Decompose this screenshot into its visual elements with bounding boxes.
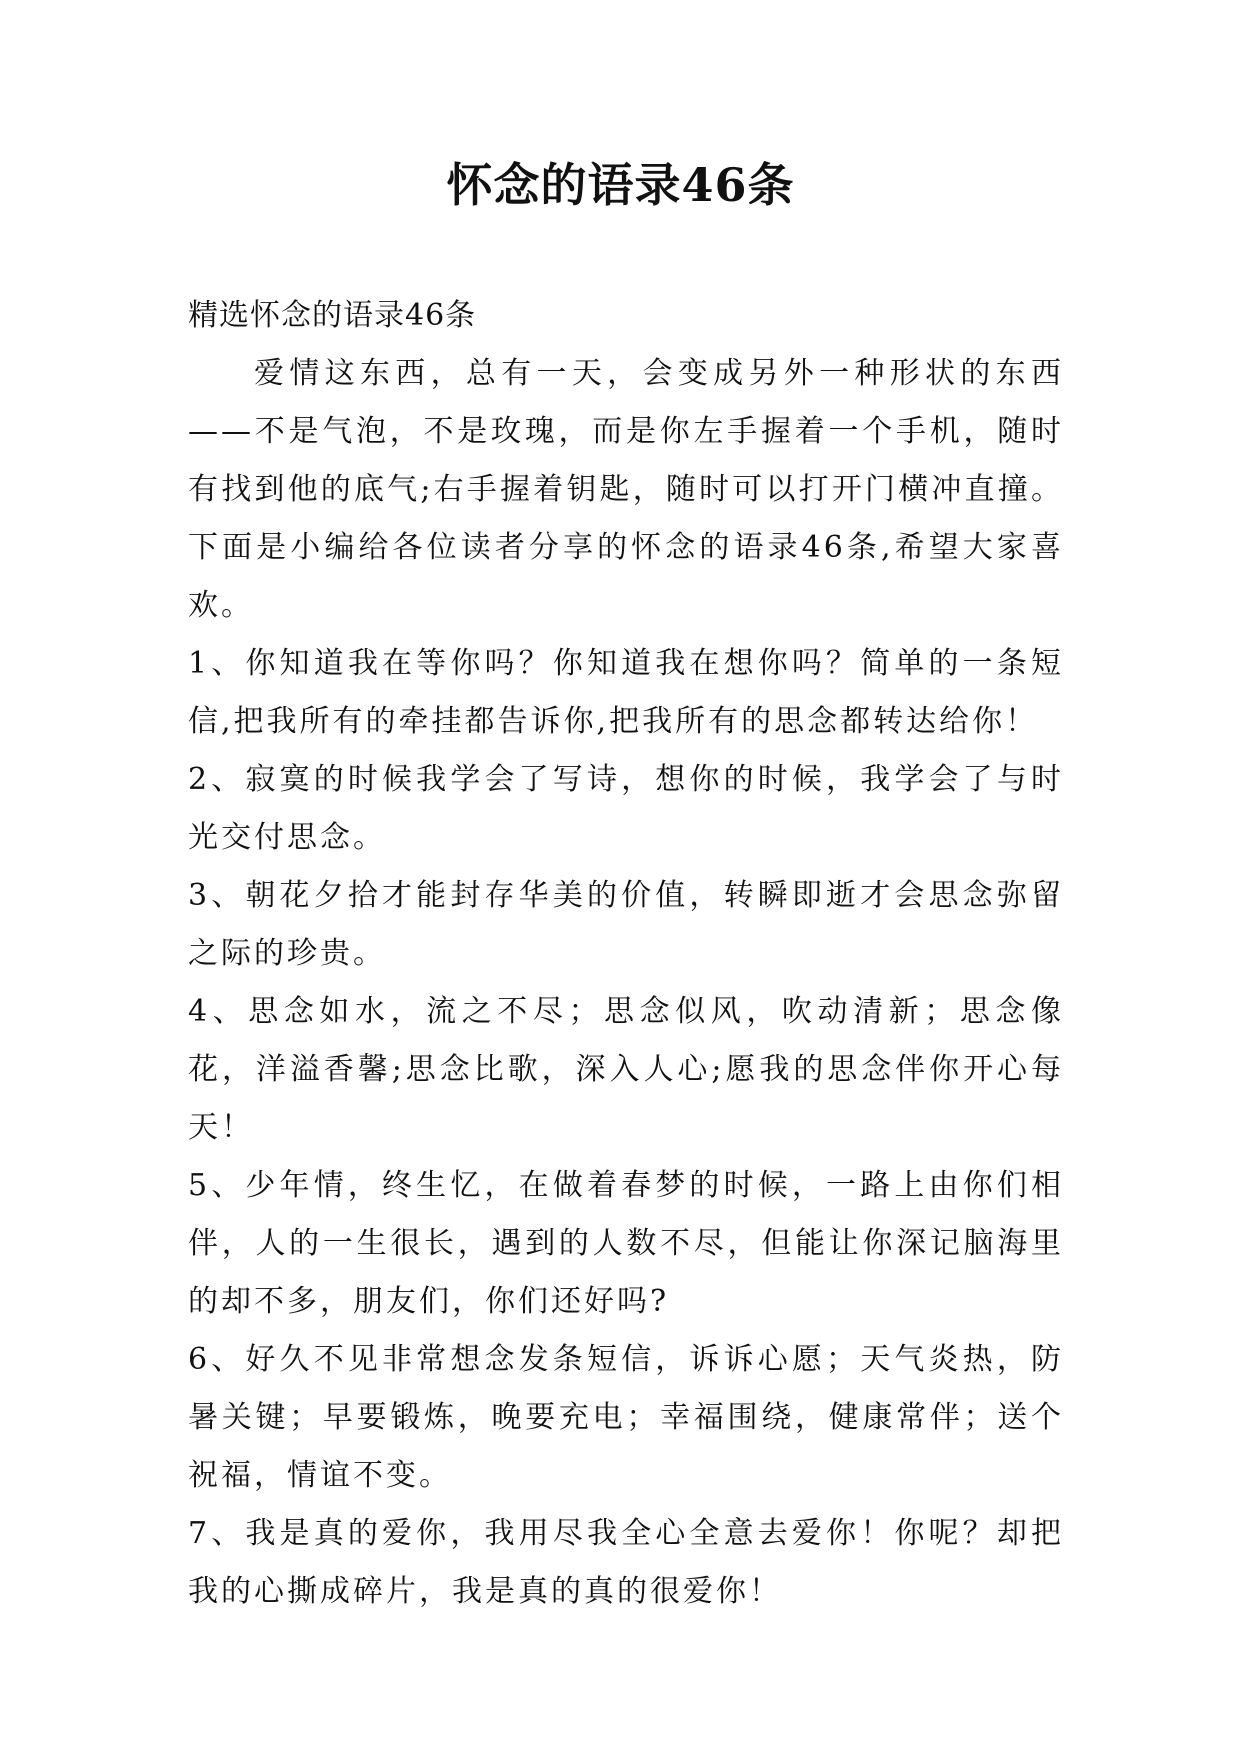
quote-item-3: 3、朝花夕拾才能封存华美的价值，转瞬即逝才会思念弥留之际的珍贵。 [188, 878, 1064, 971]
quote-item-2: 2、寂寞的时候我学会了写诗，想你的时候，我学会了与时光交付思念。 [188, 762, 1064, 855]
quote-item-6: 6、好久不见非常想念发条短信，诉诉心愿；天气炎热，防暑关键；早要锻炼，晚要充电；幸福围绕，健康常伴；送个祝福，情谊不变。 [188, 1342, 1064, 1493]
quote-item-7: 7、我是真的爱你，我用尽我全心全意去爱你！你呢？却把我的心撕成碎片，我是真的真的很爱你！ [188, 1516, 1064, 1609]
intro-paragraph: 爱情这东西，总有一天，会变成另外一种形状的东西——不是气泡，不是玫瑰，而是你左手握着一个手机，随时有找到他的底气;右手握着钥匙，随时可以打开门横冲直撞。下面是小编给各位读者分享的怀念的语录46条,希望大家喜欢。 [188, 356, 1064, 623]
document-body [188, 287, 1064, 1621]
document-subtitle: 精选怀念的语录46条 [188, 298, 477, 333]
document-title: 怀念的语录46条 [446, 158, 795, 212]
quote-item-1: 1、你知道我在等你吗？你知道我在想你吗？简单的一条短信,把我所有的牵挂都告诉你,把我所有的思念都转达给你！ [188, 646, 1064, 739]
quote-item-4: 4、思念如水，流之不尽；思念似风，吹动清新；思念像花，洋溢香馨;思念比歌，深入人心;愿我的思念伴你开心每天！ [188, 994, 1064, 1145]
quote-item-5: 5、少年情，终生忆，在做着春梦的时候，一路上由你们相伴，人的一生很长，遇到的人数不尽，但能让你深记脑海里的却不多，朋友们，你们还好吗? [188, 1168, 1064, 1319]
